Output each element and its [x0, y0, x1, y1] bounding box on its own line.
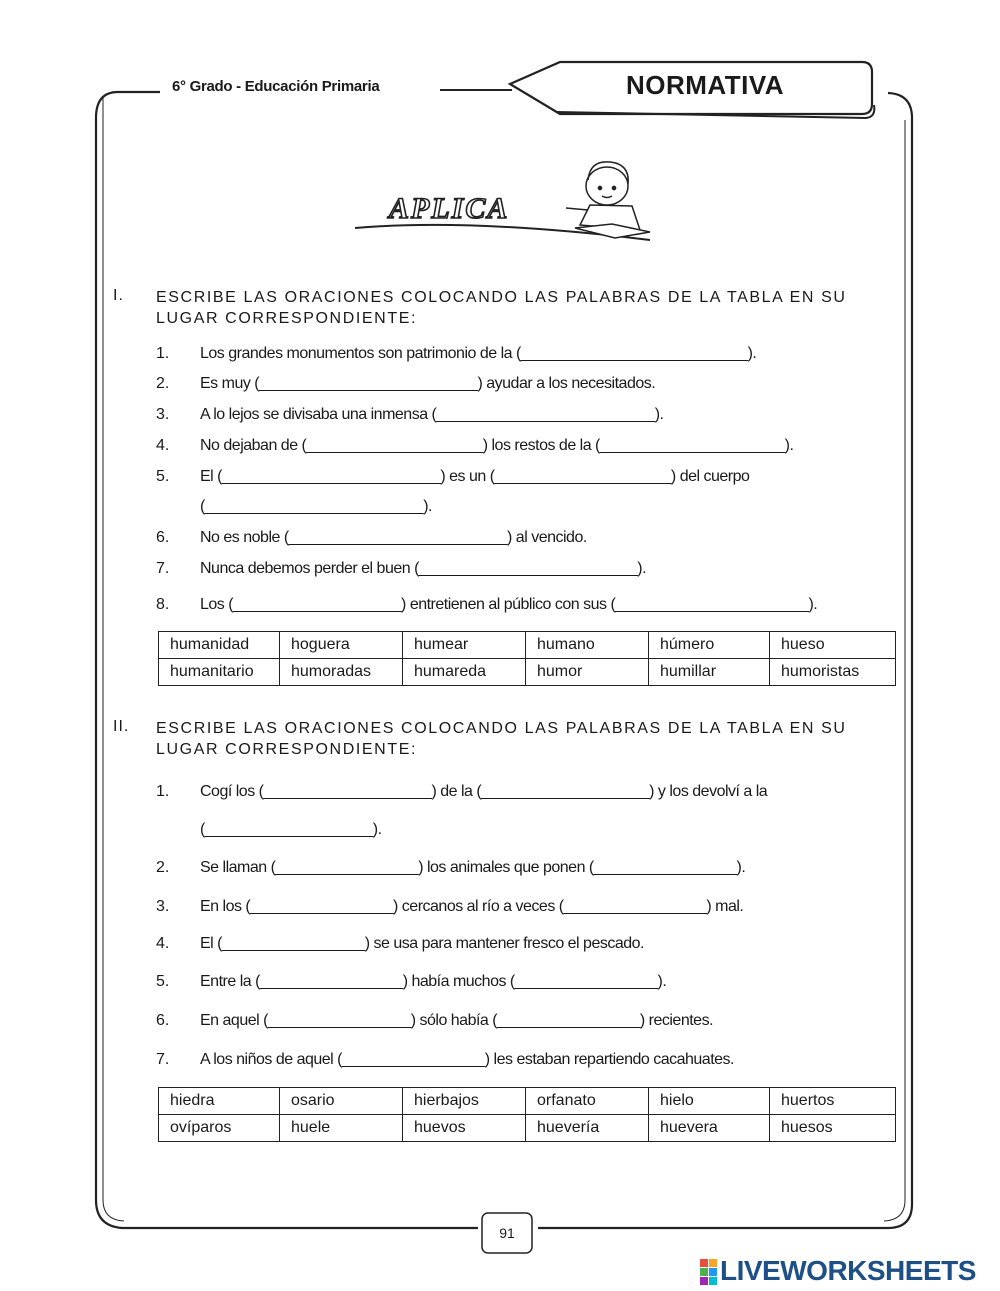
table-cell: humear — [403, 632, 526, 659]
table-cell: huevos — [403, 1115, 526, 1142]
liveworksheets-brand[interactable]: LIVEWORKSHEETS — [720, 1255, 976, 1286]
s2-item-number: 7. — [156, 1051, 170, 1068]
table-cell: húmero — [649, 632, 770, 659]
table-cell: humareda — [403, 659, 526, 686]
s2-item-number: 2. — [156, 859, 170, 876]
s2-item-sentence: Entre la (_________________) había muchos (_________________). — [200, 973, 667, 990]
s1-item-number: 4. — [156, 437, 170, 454]
banner-title: APLICA — [389, 192, 510, 225]
s1-item-number: 3. — [156, 406, 170, 423]
table-cell: humor — [526, 659, 649, 686]
table-row — [159, 632, 896, 659]
table-cell: humanidad — [159, 632, 280, 659]
s1-item-sentence: Los (____________________) entretienen al público con sus (_______________________). — [200, 596, 818, 613]
table-cell: humanitario — [159, 659, 280, 686]
aplica-banner — [385, 185, 545, 229]
s1-item-sentence: A lo lejos se divisaba una inmensa (__________________________). — [200, 406, 664, 423]
table-cell: huesos — [770, 1115, 896, 1142]
table-cell: humillar — [649, 659, 770, 686]
section-1-number: I. — [113, 287, 124, 304]
girl-reading-icon — [566, 162, 650, 238]
s2-item-number: 4. — [156, 935, 170, 952]
table-cell: orfanato — [526, 1088, 649, 1115]
word-table-1 — [158, 631, 896, 686]
table-cell: hierbajos — [403, 1088, 526, 1115]
s1-item-continuation: (__________________________). — [200, 498, 432, 515]
table-row — [159, 659, 896, 686]
s2-item-sentence: A los niños de aquel (_________________) les estaban repartiendo cacahuates. — [200, 1051, 734, 1068]
s2-item-number: 1. — [156, 783, 170, 800]
table-cell: osario — [280, 1088, 403, 1115]
table-cell: hielo — [649, 1088, 770, 1115]
s1-item-number: 2. — [156, 375, 170, 392]
table-row — [159, 1088, 896, 1115]
s2-item-number: 3. — [156, 898, 170, 915]
table-cell: huele — [280, 1115, 403, 1142]
page-number: 91 — [499, 1225, 515, 1241]
s1-item-sentence: No es noble (__________________________) al vencido. — [200, 529, 587, 546]
table-row — [159, 1115, 896, 1142]
s1-item-sentence: Los grandes monumentos son patrimonio de la (___________________________). — [200, 345, 757, 362]
table-cell: humoristas — [770, 659, 896, 686]
table-cell: hiedra — [159, 1088, 280, 1115]
s2-item-sentence: Cogí los (____________________) de la (____________________) y los devolví a la — [200, 783, 768, 800]
s1-item-number: 7. — [156, 560, 170, 577]
s2-item-continuation: (____________________). — [200, 821, 382, 838]
s2-item-sentence: El (_________________) se usa para mantener fresco el pescado. — [200, 935, 644, 952]
s1-item-sentence: Nunca debemos perder el buen (__________________________). — [200, 560, 647, 577]
s1-item-sentence: Es muy (__________________________) ayudar a los necesitados. — [200, 375, 656, 392]
liveworksheets-logo-icon — [700, 1259, 718, 1285]
s2-item-number: 5. — [156, 973, 170, 990]
s1-item-number: 8. — [156, 596, 170, 613]
grade-label: 6° Grado - Educación Primaria — [172, 78, 380, 95]
table-cell: humano — [526, 632, 649, 659]
s2-item-sentence: En aquel (_________________) sólo había (_________________) recientes. — [200, 1012, 714, 1029]
table-cell: ovíparos — [159, 1115, 280, 1142]
table-cell: huevería — [526, 1115, 649, 1142]
section-2-instruction: ESCRIBE LAS ORACIONES COLOCANDO LAS PALABRAS DE LA TABLA EN SU LUGAR CORRESPONDIENTE: — [156, 720, 847, 758]
section-1-instruction: ESCRIBE LAS ORACIONES COLOCANDO LAS PALABRAS DE LA TABLA EN SU LUGAR CORRESPONDIENTE: — [156, 289, 847, 327]
s2-item-sentence: En los (_________________) cercanos al río a veces (_________________) mal. — [200, 898, 744, 915]
page-title: NORMATIVA — [625, 70, 785, 100]
s1-item-sentence: El (__________________________) es un (_____________________) del cuerpo — [200, 468, 750, 485]
s1-item-number: 1. — [156, 345, 170, 362]
table-cell: huertos — [770, 1088, 896, 1115]
table-cell: humoradas — [280, 659, 403, 686]
table-cell: hoguera — [280, 632, 403, 659]
s2-item-number: 6. — [156, 1012, 170, 1029]
s1-item-number: 5. — [156, 468, 170, 485]
word-table-2 — [158, 1087, 896, 1142]
s1-item-number: 6. — [156, 529, 170, 546]
s1-item-sentence: No dejaban de (_____________________) los restos de la (______________________). — [200, 437, 794, 454]
table-cell: huevera — [649, 1115, 770, 1142]
section-2-number: II. — [113, 718, 130, 735]
table-cell: hueso — [770, 632, 896, 659]
s2-item-sentence: Se llaman (_________________) los animales que ponen (_________________). — [200, 859, 746, 876]
